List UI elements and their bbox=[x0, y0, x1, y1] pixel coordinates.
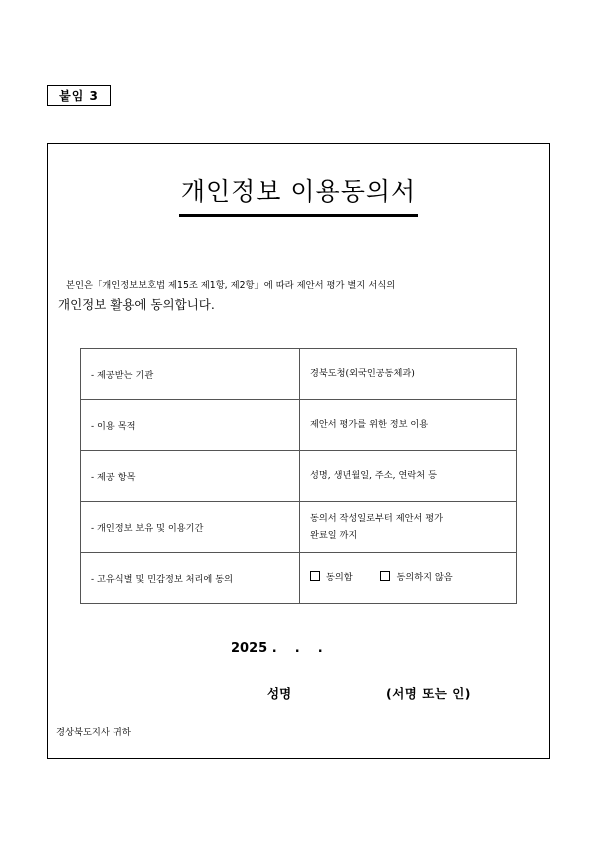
row-label: - 제공 항목 bbox=[81, 451, 300, 502]
agree-label: 동의함 bbox=[326, 572, 353, 584]
row-value bbox=[300, 502, 517, 553]
signature-note: (서명 또는 인) bbox=[386, 686, 472, 701]
table-row bbox=[81, 553, 517, 604]
disagree-option[interactable] bbox=[380, 572, 452, 583]
agree-option[interactable] bbox=[310, 572, 353, 583]
row-label: - 제공받는 기관 bbox=[81, 349, 300, 400]
consent-form bbox=[47, 143, 550, 759]
table-row bbox=[81, 400, 517, 451]
consent-options bbox=[300, 553, 517, 604]
table-row bbox=[81, 451, 517, 502]
signature-label: 성명 bbox=[267, 686, 292, 701]
row-value: 경북도청(외국인공동체과) bbox=[300, 349, 517, 400]
row-value-line-1: 동의서 작성일로부터 제안서 평가 bbox=[310, 512, 444, 524]
table-row bbox=[81, 502, 517, 553]
row-label: - 이용 목적 bbox=[81, 400, 300, 451]
date-field[interactable]: 2025 . . . bbox=[231, 641, 323, 656]
consent-info-table bbox=[80, 348, 517, 604]
row-value-line-2: 완료일 까지 bbox=[310, 530, 358, 541]
attachment-label: 붙임 3 bbox=[47, 85, 111, 106]
form-title-wrap bbox=[48, 172, 549, 217]
intro-line-2: 개인정보 활용에 동의합니다. bbox=[58, 297, 215, 312]
row-label: - 고유식별 및 민감정보 처리에 동의 bbox=[81, 553, 300, 604]
agree-checkbox[interactable] bbox=[310, 571, 320, 581]
intro-line-1: 본인은「개인정보보호법 제15조 제1항, 제2항」에 따라 제안서 평가 별지 서식의 bbox=[66, 280, 396, 291]
row-value: 성명, 생년월일, 주소, 연락처 등 bbox=[300, 451, 517, 502]
row-value: 제안서 평가를 위한 정보 이용 bbox=[300, 400, 517, 451]
disagree-checkbox[interactable] bbox=[380, 571, 390, 581]
row-label: - 개인정보 보유 및 이용기간 bbox=[81, 502, 300, 553]
table-row bbox=[81, 349, 517, 400]
disagree-label: 동의하지 않음 bbox=[396, 572, 453, 584]
addressee: 경상북도지사 귀하 bbox=[56, 727, 131, 738]
form-title: 개인정보 이용동의서 bbox=[179, 172, 418, 217]
